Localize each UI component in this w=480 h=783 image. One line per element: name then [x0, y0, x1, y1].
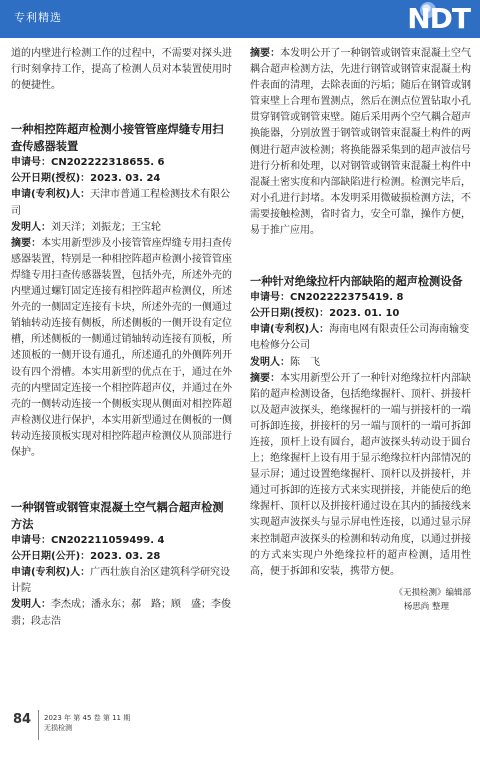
article-3-pub-date: 公开日期(授权)：2023. 01. 10	[250, 308, 400, 320]
article-3-abstract: 摘要：本实用新型公开了一种针对绝缘拉杆内部缺陷的超声检测设备，包括绝缘握杆、顶杆、拼接杆以及超声波探头，绝缘握杆的一端与拼接杆的一端可拆卸连接，拼接杆的另一端与顶杆的一端可拆卸连接，顶杆上设有圆台，超声波探头转动设于圆台上；绝缘握杆上设有用于显示绝缘拉杆内部情况的显示屏；通过设置绝缘握杆、顶杆以及拼接杆，并通过可拆卸的连接方式来实现拼接，并能使后的绝缘握杆、顶杆以及拼接杆通过设在其内的插接线来实现超声波探头与显示屏电性连接，以通过显示屏来控制超声波探头的检测和转动角度，以通过拼接的方式来实现户外绝缘拉杆的超声检测，适用性高，便于拆卸和安装，携带方便。	[250, 372, 472, 577]
article-3-title: 一种针对绝缘拉杆内部缺陷的超声检测设备	[250, 275, 463, 289]
footer-issue-info	[44, 713, 130, 733]
article-2-abstract: 摘要：本发明公开了一种钢管或钢管束混凝土空气耦合超声检测方法，先进行钢管或钢管束混凝土构件表面的清理，去除表面的污垢；随后在钢管或钢管束壁上合理布置测点，然后在测点位置钻取小孔贯穿钢管或钢管束壁。随后采用两个空气耦合超声换能器，分别放置于钢管或钢管束混凝土构件的两侧进行超声波检测；将换能器采集到的超声波信号进行分析和处理，以对钢管或钢管束混凝土构件中混凝土密实度和内部缺陷进行检测。检测完毕后，对小孔进行封堵。本发明采用微破损检测方法，不需要接触检测，省时省力，安全可靠，操作方便，易于推广应用。	[250, 48, 472, 237]
article-2-pub-date: 公开日期(公开)：2023. 03. 28	[11, 551, 161, 563]
left-column	[11, 46, 232, 630]
article-1-pub-date: 公开日期(授权)：2023. 03. 24	[11, 173, 161, 185]
article-1-applicant: 申请(专利权)人：天津市普通工程检测技术有限公司	[11, 189, 231, 217]
article-2-applicant: 申请(专利权)人：广西壮族自治区建筑科学研究设计院	[11, 567, 231, 595]
journal-logo	[407, 3, 470, 35]
compiler-signature: 杨思尚 整理	[403, 601, 449, 612]
article-1-title: 一种相控阵超声检测小接管管座焊缝专用扫查传感器装置	[11, 123, 224, 154]
article-3-inventor: 发明人：陈 飞	[250, 356, 320, 368]
page-number: 84	[13, 712, 32, 727]
article-3-applicant: 申请(专利权)人：海南电网有限责任公司海南输变电检修分公司	[250, 324, 470, 352]
article-2-inventor: 发明人：李杰成；潘永东；郝 路；顾 盛；李俊翡；段志浩	[11, 599, 231, 627]
right-column	[250, 46, 471, 614]
article-1-abstract: 摘要：本实用新型涉及小接管管座焊缝专用扫查传感器装置，特别是一种相控阵超声检测小接管管座焊缝专用扫查传感器装置，包括外壳，所述外壳的内壁通过螺钉固定连接有相控阵超声检测仪，所述外壳的一侧固定连接有卡块，所述外壳的一侧通过销轴转动连接有侧板，所述侧板的一侧开设有定位槽，所述侧板的一侧通过销轴转动连接有顶板，所述顶板的一侧开设有通孔，所述通孔的外侧阵列开设有四个滑槽。本实用新型的优点在于，通过在外壳的内壁固定连接一个相控阵超声仪，并通过在外壳的一侧转动连接一个侧板实现从侧面对相控阵超声检测仪进行保护，本实用新型通过在侧板的一侧转动连接顶板实现对相控阵超声检测仪从顶部进行保护。	[11, 237, 233, 458]
logo-text: NDT	[407, 2, 470, 35]
footer-divider	[38, 710, 39, 740]
journal-name: 无损检测	[44, 724, 72, 732]
issue-line: 2023 年 第 45 卷 第 11 期	[44, 714, 131, 722]
article-1-inventor: 发明人：刘天洋；刘振龙；王宝轮	[11, 221, 161, 233]
continued-text: 道的内壁进行检测工作的过程中，不需要对探头进行时刻拿持工作，提高了检测人员对本装置使用时的便捷性。	[11, 48, 232, 92]
article-3-app-no: 申请号：CN202222375419. 8	[250, 292, 404, 304]
article-1-app-no: 申请号：CN202222318655. 6	[11, 157, 165, 169]
article-2-app-no: 申请号：CN202211059499. 4	[11, 535, 165, 547]
page-header	[0, 0, 480, 38]
section-title: 专利精选	[14, 11, 62, 24]
article-2-title: 一种钢管或钢管束混凝土空气耦合超声检测方法	[11, 501, 224, 532]
editor-signature: 《无损检测》编辑部	[394, 587, 471, 598]
